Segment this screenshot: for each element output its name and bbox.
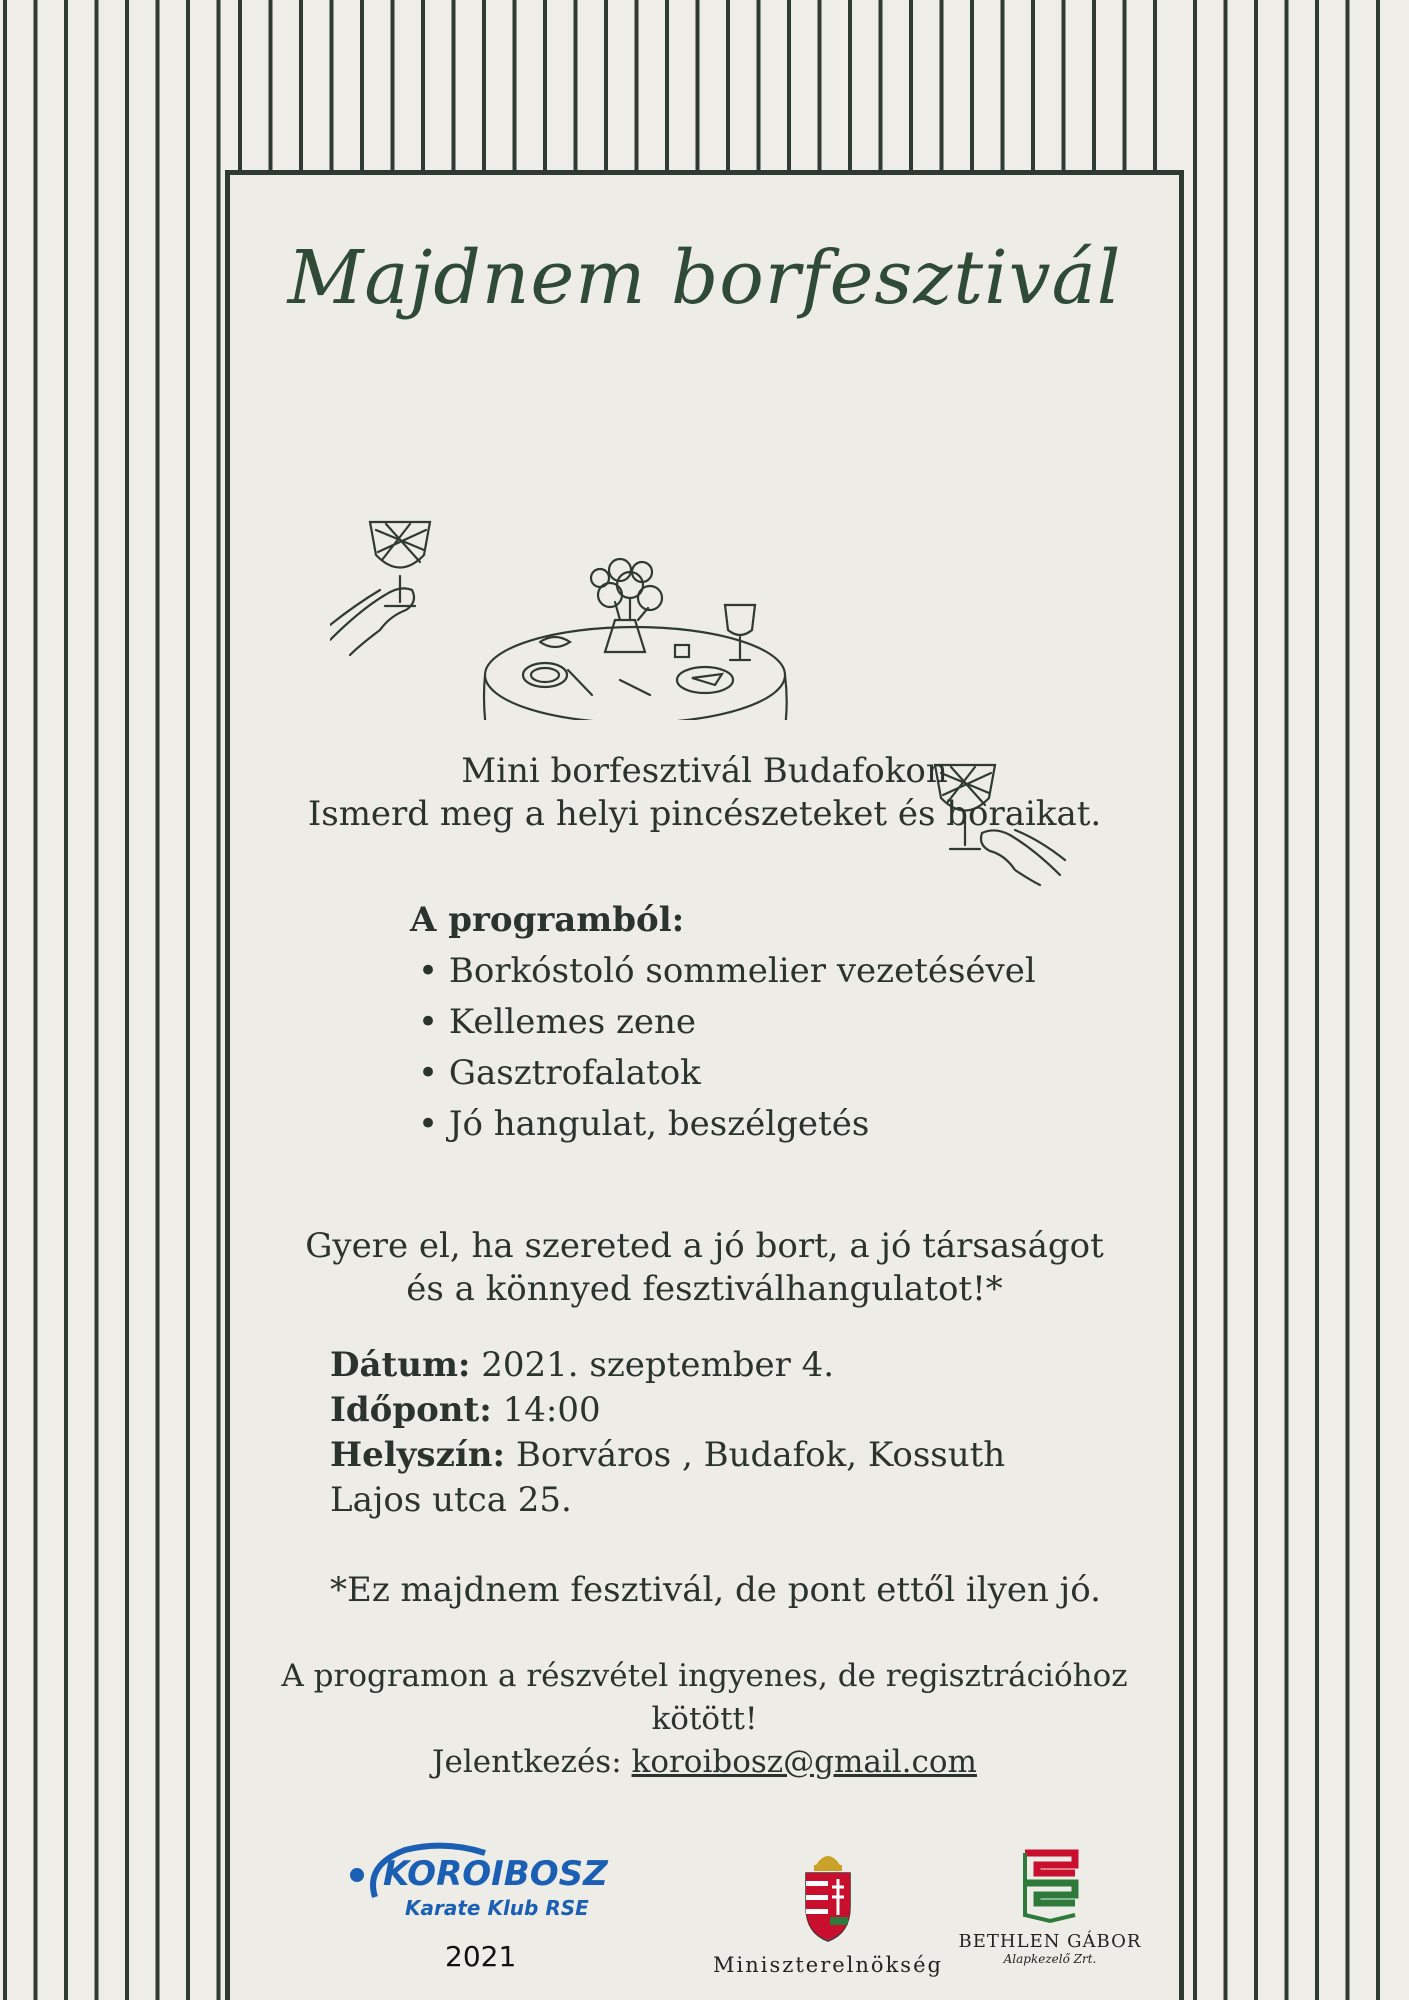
bethlen-subtitle: Alapkezelő Zrt. (1003, 1952, 1097, 1966)
koroibosz-year: 2021 (445, 1940, 517, 1973)
date-label: Dátum: (330, 1345, 471, 1385)
intro-line-2: Ismerd meg a helyi pincészeteket és boraikat. (307, 794, 1102, 834)
registration-label: Jelentkezés: (432, 1744, 632, 1780)
content-panel (225, 170, 1184, 2000)
footnote: *Ez majdnem fesztivál, de pont ettől ilyen jó. (330, 1570, 1101, 1610)
invite-line-2: és a könnyed fesztiválhangulatot!* (406, 1269, 1003, 1309)
flower-vase-icon (591, 559, 662, 652)
list-item: • Jó hangulat, beszélgetés (418, 1104, 870, 1144)
ministry-name: Miniszterelnökség (713, 1953, 943, 1977)
place-value: Borváros , Budafok, Kossuth Lajos utca 25. (330, 1435, 1006, 1520)
table-icon (484, 627, 787, 720)
wine-glass-icon (725, 605, 755, 660)
ministry-logo (688, 1845, 968, 1977)
registration-info (230, 1655, 1179, 1784)
registration-line-1: A programon a részvétel ingyenes, de regisztrációhoz (281, 1658, 1128, 1694)
wine-glass-left-icon (330, 522, 430, 655)
list-item: • Gasztrofalatok (418, 1053, 701, 1093)
koroibosz-logo (345, 1835, 645, 1929)
program-heading: A programból: (410, 900, 685, 940)
bethlen-emblem-icon (1015, 1845, 1085, 1925)
list-item: • Borkóstoló sommelier vezetésével (418, 951, 1036, 991)
page-title: Majdnem borfesztivál (287, 235, 1122, 321)
intro-line-1: Mini borfesztivál Budafokon (461, 751, 948, 791)
email-link[interactable]: koroibosz@gmail.com (631, 1744, 977, 1780)
registration-line-2: kötött! (651, 1701, 758, 1737)
date-value: 2021. szeptember 4. (470, 1345, 835, 1385)
koroibosz-name: KOROIBOSZ (383, 1854, 608, 1894)
program-list (410, 900, 1036, 1150)
event-details (330, 1343, 1050, 1523)
list-item: • Kellemes zene (418, 1002, 697, 1042)
time-label: Időpont: (330, 1390, 492, 1430)
invite-line-1: Gyere el, ha szereted a jó bort, a jó társaságot (305, 1226, 1104, 1266)
bethlen-gabor-logo (935, 1845, 1165, 1966)
place-label: Helyszín: (330, 1435, 506, 1475)
koroibosz-sub: Karate Klub RSE (405, 1896, 589, 1920)
time-value: 14:00 (491, 1390, 601, 1430)
table-illustration (330, 340, 930, 720)
bethlen-name: BETHLEN GÁBOR (958, 1931, 1142, 1952)
coat-of-arms-icon (798, 1845, 858, 1945)
